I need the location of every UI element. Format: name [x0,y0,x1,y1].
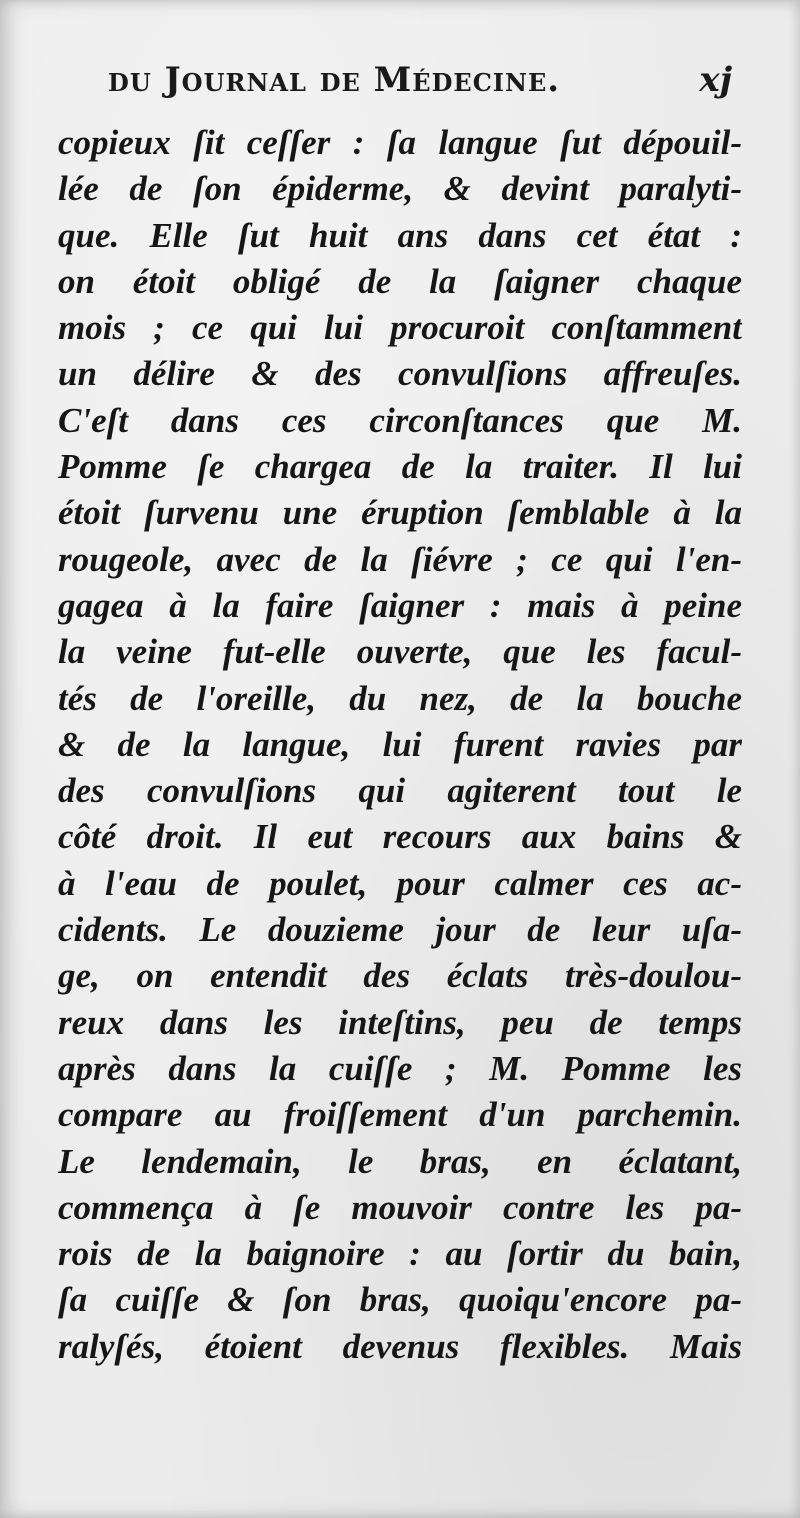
text-line: ſa cuiſſe & ſon bras, quoiqu'encore pa- [58,1280,742,1320]
text-line: tés de l'oreille, du nez, de la bouche [58,678,742,718]
text-line: étoit ſurvenu une éruption ſemblable à la [58,493,742,533]
text-line: & de la langue, lui furent ravies par [58,724,742,764]
text-line: ralyſés, étoient devenus flexibles. Mais [58,1326,742,1366]
page-header [108,52,736,108]
text-line: un délire & des convulſions affreuſes. [58,354,742,394]
text-line: lée de ſon épiderme, & devint paralyti- [58,169,742,209]
text-line: ge, on entendit des éclats très-doulou- [58,956,742,996]
text-line: rougeole, avec de la ſiévre ; ce qui l'en- [58,539,742,579]
text-line: commença à ſe mouvoir contre les pa- [58,1187,742,1227]
text-line: rois de la baignoire : au ſortir du bain, [58,1234,742,1274]
text-line: Pomme ſe chargea de la traiter. Il lui [58,447,742,487]
text-line: compare au froiſſement d'un parchemin. [58,1095,742,1135]
text-line: à l'eau de poulet, pour calmer ces ac- [58,863,742,903]
text-line: gagea à la faire ſaigner : mais à peine [58,585,742,625]
text-line: après dans la cuiſſe ; M. Pomme les [58,1048,742,1088]
text-line: la veine fut-elle ouverte, que les facul- [58,632,742,672]
text-line: que. Elle ſut huit ans dans cet état : [58,215,742,255]
text-line: des convulſions qui agiterent tout le [58,771,742,811]
text-line: C'eſt dans ces circonſtances que M. [58,400,742,440]
text-line: cidents. Le douzieme jour de leur uſa- [58,910,742,950]
text-line: copieux ſit ceſſer : ſa langue ſut dépouil- [58,123,742,162]
body-text [58,120,742,1370]
page-number: xj [699,60,732,100]
text-line: Le lendemain, le bras, en éclatant, [58,1141,742,1181]
text-line: on étoit obligé de la ſaigner chaque [58,261,742,301]
text-line: reux dans les inteſtins, peu de temps [58,1002,742,1042]
running-head: du Journal de Médecine. [108,60,561,100]
text-line: côté droit. Il eut recours aux bains & [58,817,742,857]
text-line: mois ; ce qui lui procuroit conſtamment [58,308,742,348]
